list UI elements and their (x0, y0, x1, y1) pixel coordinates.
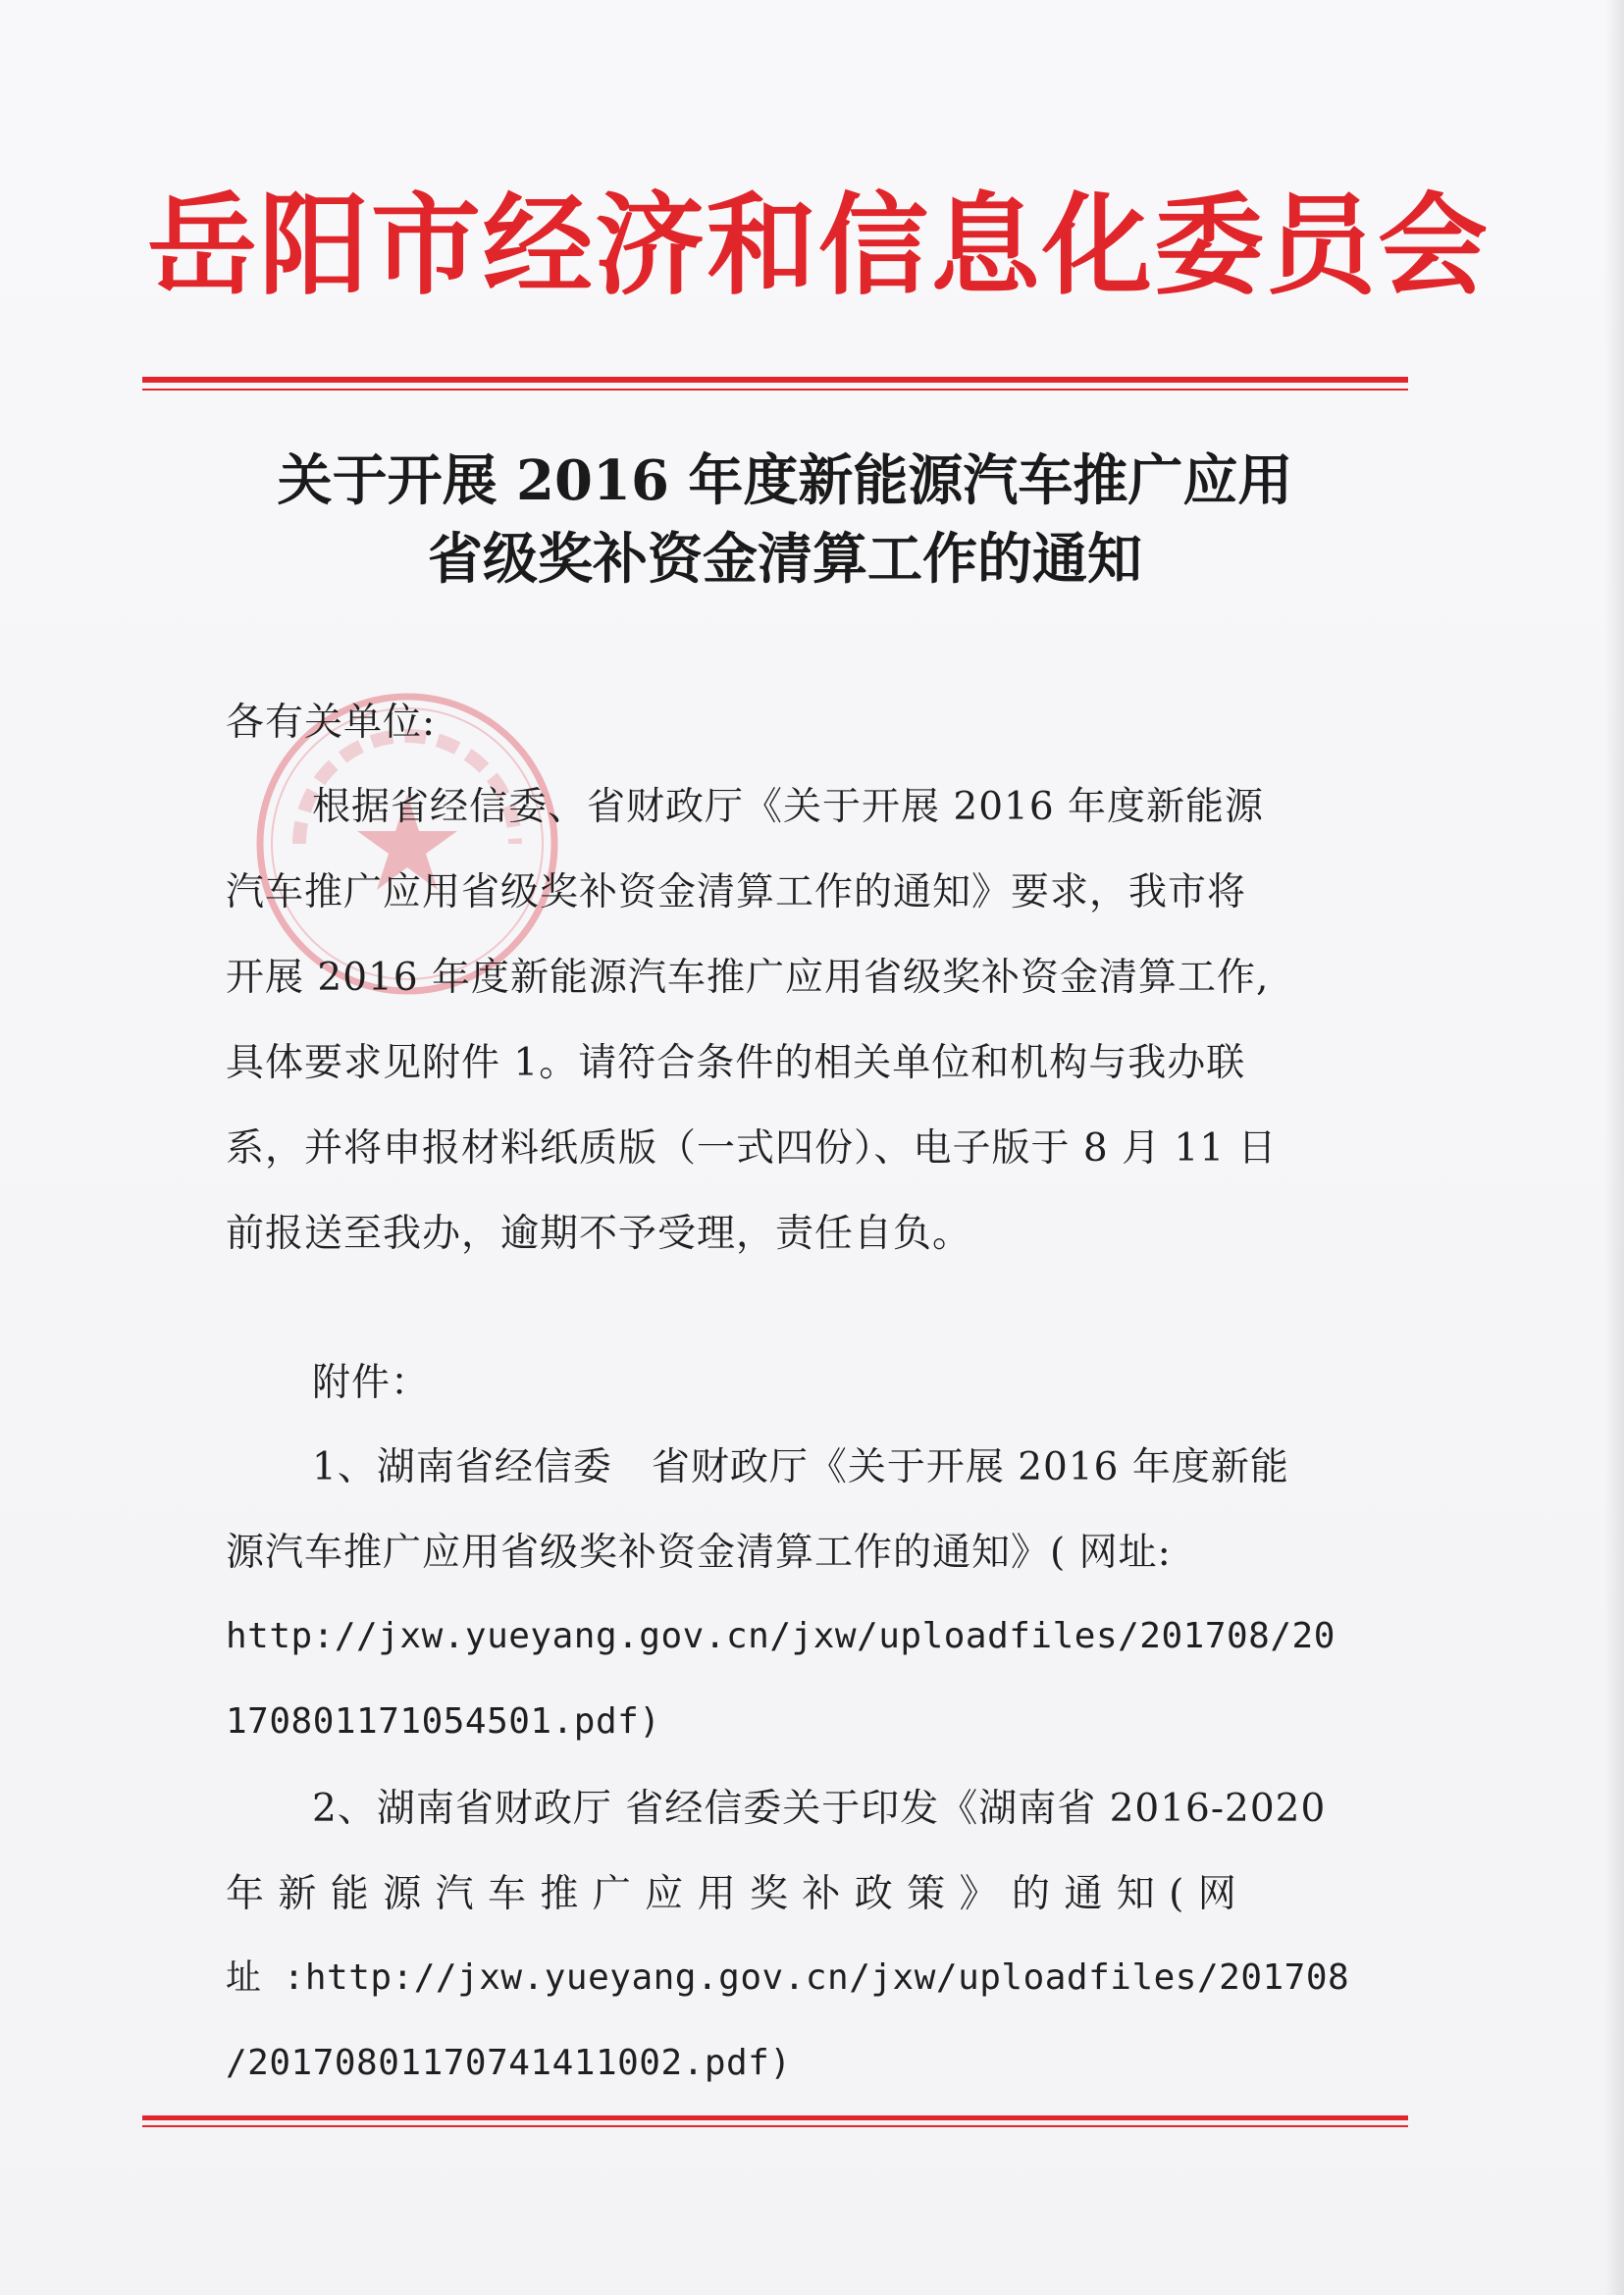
attachment-line: 源汽车推广应用省级奖补资金清算工作的通知》( 网址: (226, 1531, 1172, 1575)
attachment-url: 址 :http://jxw.yueyang.gov.cn/jxw/uploadfiles/201708 (226, 1957, 1350, 1998)
salutation: 各有关单位: (226, 701, 437, 745)
attachment-line: 2、湖南省财政厅 省经信委关于印发《湖南省 2016-2020 (312, 1787, 1327, 1831)
body-line: 前报送至我办，逾期不予受理，责任自负。 (226, 1212, 972, 1256)
body-line: 系，并将申报材料纸质版（一式四份）、电子版于 8 月 11 日 (226, 1126, 1278, 1171)
attachment-line: 年 新 能 源 汽 车 推 广 应 用 奖 补 政 策 》 的 通 知 ( 网 (226, 1872, 1237, 1916)
footer-rule-thin (142, 2125, 1408, 2127)
attachment-url: 170801171054501.pdf) (226, 1701, 661, 1742)
scan-edge-shadow (1604, 0, 1624, 2295)
attachment-url: /20170801170741411002.pdf) (226, 2043, 792, 2083)
header-rule-thick (142, 377, 1408, 383)
body-line: 根据省经信委、省财政厅《关于开展 2016 年度新能源 (312, 785, 1265, 829)
attachment-url: http://jxw.yueyang.gov.cn/jxw/uploadfiles/201708/20 (226, 1616, 1336, 1656)
doc-title-line-2: 省级奖补资金清算工作的通知 (428, 527, 1142, 592)
doc-title-line-1: 关于开展 2016 年度新能源汽车推广应用 (277, 448, 1293, 513)
attachments-label: 附件： (312, 1361, 431, 1405)
body-line: 具体要求见附件 1。请符合条件的相关单位和机构与我办联 (226, 1041, 1246, 1085)
body-line: 汽车推广应用省级奖补资金清算工作的通知》要求，我市将 (226, 870, 1247, 914)
header-rule-thin (142, 389, 1408, 391)
body-line: 开展 2016 年度新能源汽车推广应用省级奖补资金清算工作, (226, 956, 1270, 1000)
masthead-title: 岳阳市经济和信息化委员会 (147, 182, 1490, 310)
footer-rule-thick (142, 2115, 1408, 2120)
attachment-line: 1、湖南省经信委 省财政厅《关于开展 2016 年度新能 (312, 1445, 1289, 1489)
